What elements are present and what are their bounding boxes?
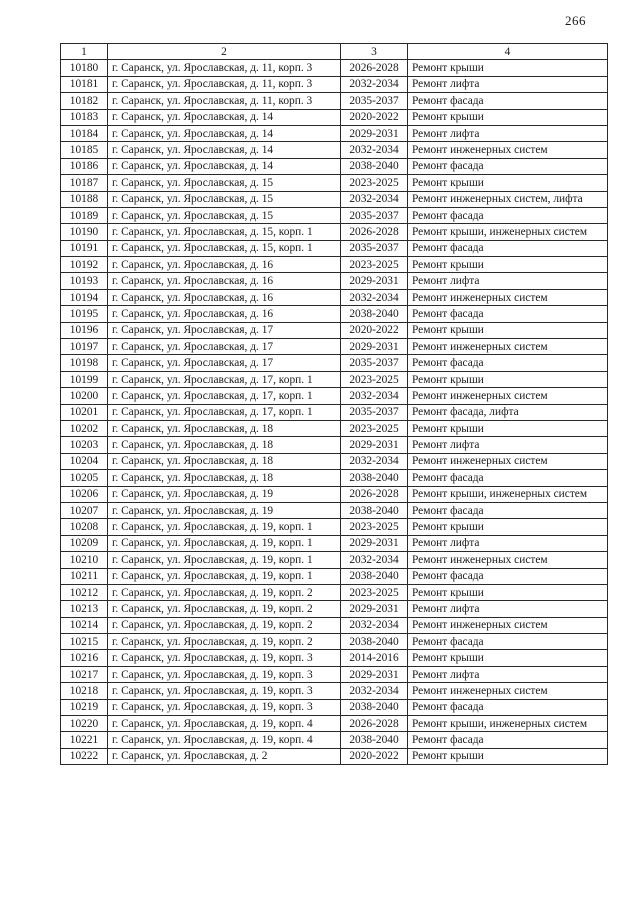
table-row	[61, 601, 608, 617]
cell-work-type: Ремонт инженерных систем	[408, 289, 608, 305]
table-row	[61, 748, 608, 764]
cell-number: 10194	[61, 289, 108, 305]
cell-address: г. Саранск, ул. Ярославская, д. 19, корп. 3	[108, 683, 341, 699]
cell-period: 2038-2040	[341, 158, 408, 174]
cell-period: 2026-2028	[341, 716, 408, 732]
cell-address: г. Саранск, ул. Ярославская, д. 19	[108, 502, 341, 518]
cell-work-type: Ремонт фасада, лифта	[408, 404, 608, 420]
cell-work-type: Ремонт инженерных систем	[408, 142, 608, 158]
cell-period: 2023-2025	[341, 420, 408, 436]
cell-number: 10202	[61, 420, 108, 436]
cell-work-type: Ремонт лифта	[408, 601, 608, 617]
table-row	[61, 486, 608, 502]
cell-address: г. Саранск, ул. Ярославская, д. 17	[108, 339, 341, 355]
table-header-row	[61, 44, 608, 60]
cell-number: 10187	[61, 175, 108, 191]
cell-address: г. Саранск, ул. Ярославская, д. 17	[108, 322, 341, 338]
table-row	[61, 683, 608, 699]
column-header-period: 3	[341, 44, 408, 60]
cell-work-type: Ремонт фасада	[408, 470, 608, 486]
cell-number: 10199	[61, 371, 108, 387]
cell-period: 2032-2034	[341, 289, 408, 305]
cell-address: г. Саранск, ул. Ярославская, д. 16	[108, 306, 341, 322]
cell-number: 10185	[61, 142, 108, 158]
cell-number: 10186	[61, 158, 108, 174]
cell-address: г. Саранск, ул. Ярославская, д. 19, корп. 4	[108, 732, 341, 748]
table-body	[61, 60, 608, 765]
cell-work-type: Ремонт фасада	[408, 93, 608, 109]
cell-work-type: Ремонт фасада	[408, 240, 608, 256]
cell-address: г. Саранск, ул. Ярославская, д. 19, корп. 1	[108, 568, 341, 584]
cell-number: 10198	[61, 355, 108, 371]
cell-period: 2035-2037	[341, 207, 408, 223]
table-row	[61, 306, 608, 322]
cell-address: г. Саранск, ул. Ярославская, д. 17, корп. 1	[108, 404, 341, 420]
cell-number: 10211	[61, 568, 108, 584]
cell-address: г. Саранск, ул. Ярославская, д. 19	[108, 486, 341, 502]
table-row	[61, 207, 608, 223]
repair-schedule-table	[60, 43, 608, 765]
cell-period: 2029-2031	[341, 535, 408, 551]
cell-address: г. Саранск, ул. Ярославская, д. 15, корп. 1	[108, 224, 341, 240]
cell-address: г. Саранск, ул. Ярославская, д. 19, корп. 2	[108, 617, 341, 633]
page-number: 266	[565, 13, 586, 28]
cell-number: 10217	[61, 666, 108, 682]
cell-period: 2032-2034	[341, 683, 408, 699]
cell-work-type: Ремонт крыши, инженерных систем	[408, 716, 608, 732]
table-row	[61, 289, 608, 305]
cell-work-type: Ремонт крыши	[408, 109, 608, 125]
cell-period: 2032-2034	[341, 552, 408, 568]
cell-period: 2035-2037	[341, 240, 408, 256]
cell-address: г. Саранск, ул. Ярославская, д. 19, корп. 1	[108, 552, 341, 568]
cell-number: 10182	[61, 93, 108, 109]
cell-period: 2023-2025	[341, 584, 408, 600]
cell-work-type: Ремонт фасада	[408, 158, 608, 174]
cell-number: 10188	[61, 191, 108, 207]
table-row	[61, 437, 608, 453]
table-row	[61, 60, 608, 76]
cell-work-type: Ремонт лифта	[408, 76, 608, 92]
cell-address: г. Саранск, ул. Ярославская, д. 15	[108, 175, 341, 191]
cell-number: 10204	[61, 453, 108, 469]
cell-number: 10210	[61, 552, 108, 568]
cell-number: 10220	[61, 716, 108, 732]
cell-number: 10190	[61, 224, 108, 240]
cell-address: г. Саранск, ул. Ярославская, д. 19, корп. 2	[108, 634, 341, 650]
table-row	[61, 257, 608, 273]
cell-work-type: Ремонт лифта	[408, 125, 608, 141]
cell-address: г. Саранск, ул. Ярославская, д. 19, корп. 1	[108, 535, 341, 551]
table-row	[61, 125, 608, 141]
cell-period: 2026-2028	[341, 60, 408, 76]
cell-period: 2023-2025	[341, 175, 408, 191]
cell-period: 2029-2031	[341, 125, 408, 141]
cell-work-type: Ремонт фасада	[408, 699, 608, 715]
cell-work-type: Ремонт инженерных систем	[408, 453, 608, 469]
table-row	[61, 666, 608, 682]
table-row	[61, 404, 608, 420]
table-row	[61, 552, 608, 568]
cell-period: 2029-2031	[341, 601, 408, 617]
table-row	[61, 535, 608, 551]
cell-period: 2023-2025	[341, 371, 408, 387]
table-row	[61, 93, 608, 109]
cell-number: 10218	[61, 683, 108, 699]
cell-work-type: Ремонт лифта	[408, 437, 608, 453]
cell-number: 10197	[61, 339, 108, 355]
cell-address: г. Саранск, ул. Ярославская, д. 14	[108, 109, 341, 125]
cell-number: 10219	[61, 699, 108, 715]
cell-work-type: Ремонт фасада	[408, 502, 608, 518]
cell-period: 2020-2022	[341, 109, 408, 125]
cell-number: 10215	[61, 634, 108, 650]
cell-period: 2023-2025	[341, 519, 408, 535]
cell-number: 10208	[61, 519, 108, 535]
cell-work-type: Ремонт лифта	[408, 273, 608, 289]
cell-work-type: Ремонт крыши	[408, 420, 608, 436]
cell-address: г. Саранск, ул. Ярославская, д. 18	[108, 437, 341, 453]
table-row	[61, 76, 608, 92]
cell-period: 2014-2016	[341, 650, 408, 666]
cell-address: г. Саранск, ул. Ярославская, д. 18	[108, 453, 341, 469]
table-row	[61, 240, 608, 256]
cell-address: г. Саранск, ул. Ярославская, д. 16	[108, 289, 341, 305]
cell-work-type: Ремонт фасада	[408, 634, 608, 650]
cell-work-type: Ремонт фасада	[408, 207, 608, 223]
cell-work-type: Ремонт фасада	[408, 568, 608, 584]
table-row	[61, 224, 608, 240]
cell-address: г. Саранск, ул. Ярославская, д. 15	[108, 207, 341, 223]
cell-period: 2038-2040	[341, 470, 408, 486]
cell-work-type: Ремонт крыши, инженерных систем	[408, 224, 608, 240]
cell-address: г. Саранск, ул. Ярославская, д. 14	[108, 142, 341, 158]
cell-address: г. Саранск, ул. Ярославская, д. 19, корп. 4	[108, 716, 341, 732]
cell-address: г. Саранск, ул. Ярославская, д. 19, корп. 1	[108, 519, 341, 535]
cell-period: 2029-2031	[341, 273, 408, 289]
table-row	[61, 502, 608, 518]
cell-period: 2026-2028	[341, 486, 408, 502]
cell-number: 10213	[61, 601, 108, 617]
cell-period: 2023-2025	[341, 257, 408, 273]
cell-address: г. Саранск, ул. Ярославская, д. 11, корп. 3	[108, 76, 341, 92]
cell-number: 10216	[61, 650, 108, 666]
cell-number: 10212	[61, 584, 108, 600]
cell-period: 2026-2028	[341, 224, 408, 240]
cell-number: 10180	[61, 60, 108, 76]
table-row	[61, 388, 608, 404]
cell-work-type: Ремонт инженерных систем	[408, 388, 608, 404]
table-row	[61, 371, 608, 387]
cell-address: г. Саранск, ул. Ярославская, д. 15, корп. 1	[108, 240, 341, 256]
cell-number: 10193	[61, 273, 108, 289]
cell-number: 10201	[61, 404, 108, 420]
table-row	[61, 568, 608, 584]
table-row	[61, 109, 608, 125]
cell-work-type: Ремонт инженерных систем	[408, 552, 608, 568]
cell-period: 2038-2040	[341, 502, 408, 518]
cell-address: г. Саранск, ул. Ярославская, д. 11, корп. 3	[108, 60, 341, 76]
cell-work-type: Ремонт фасада	[408, 732, 608, 748]
table-row	[61, 175, 608, 191]
cell-address: г. Саранск, ул. Ярославская, д. 19, корп. 3	[108, 666, 341, 682]
cell-number: 10206	[61, 486, 108, 502]
table-row	[61, 191, 608, 207]
cell-period: 2032-2034	[341, 142, 408, 158]
cell-work-type: Ремонт крыши, инженерных систем	[408, 486, 608, 502]
cell-address: г. Саранск, ул. Ярославская, д. 14	[108, 125, 341, 141]
cell-address: г. Саранск, ул. Ярославская, д. 17	[108, 355, 341, 371]
cell-work-type: Ремонт крыши	[408, 748, 608, 764]
cell-period: 2020-2022	[341, 748, 408, 764]
table-row	[61, 470, 608, 486]
cell-number: 10191	[61, 240, 108, 256]
table-row	[61, 355, 608, 371]
cell-number: 10205	[61, 470, 108, 486]
cell-period: 2038-2040	[341, 568, 408, 584]
cell-number: 10195	[61, 306, 108, 322]
cell-period: 2038-2040	[341, 306, 408, 322]
cell-period: 2020-2022	[341, 322, 408, 338]
cell-work-type: Ремонт крыши	[408, 650, 608, 666]
cell-address: г. Саранск, ул. Ярославская, д. 11, корп. 3	[108, 93, 341, 109]
cell-number: 10222	[61, 748, 108, 764]
cell-period: 2032-2034	[341, 191, 408, 207]
cell-work-type: Ремонт инженерных систем, лифта	[408, 191, 608, 207]
cell-work-type: Ремонт крыши	[408, 519, 608, 535]
table-row	[61, 650, 608, 666]
cell-work-type: Ремонт инженерных систем	[408, 683, 608, 699]
column-header-work-type: 4	[408, 44, 608, 60]
cell-address: г. Саранск, ул. Ярославская, д. 18	[108, 420, 341, 436]
cell-work-type: Ремонт крыши	[408, 322, 608, 338]
table-row	[61, 617, 608, 633]
cell-address: г. Саранск, ул. Ярославская, д. 16	[108, 257, 341, 273]
cell-number: 10214	[61, 617, 108, 633]
cell-number: 10184	[61, 125, 108, 141]
cell-address: г. Саранск, ул. Ярославская, д. 18	[108, 470, 341, 486]
table-row	[61, 732, 608, 748]
cell-number: 10207	[61, 502, 108, 518]
table-row	[61, 716, 608, 732]
cell-work-type: Ремонт крыши	[408, 371, 608, 387]
cell-period: 2035-2037	[341, 404, 408, 420]
cell-number: 10221	[61, 732, 108, 748]
cell-work-type: Ремонт фасада	[408, 306, 608, 322]
cell-address: г. Саранск, ул. Ярославская, д. 14	[108, 158, 341, 174]
table-row	[61, 158, 608, 174]
cell-address: г. Саранск, ул. Ярославская, д. 15	[108, 191, 341, 207]
cell-period: 2035-2037	[341, 355, 408, 371]
cell-period: 2029-2031	[341, 666, 408, 682]
cell-address: г. Саранск, ул. Ярославская, д. 17, корп. 1	[108, 388, 341, 404]
cell-period: 2029-2031	[341, 437, 408, 453]
column-header-number: 1	[61, 44, 108, 60]
cell-work-type: Ремонт крыши	[408, 257, 608, 273]
cell-address: г. Саранск, ул. Ярославская, д. 17, корп. 1	[108, 371, 341, 387]
cell-work-type: Ремонт лифта	[408, 535, 608, 551]
cell-number: 10200	[61, 388, 108, 404]
cell-number: 10183	[61, 109, 108, 125]
cell-number: 10181	[61, 76, 108, 92]
table-row	[61, 584, 608, 600]
cell-work-type: Ремонт крыши	[408, 584, 608, 600]
cell-work-type: Ремонт крыши	[408, 175, 608, 191]
cell-period: 2035-2037	[341, 93, 408, 109]
cell-address: г. Саранск, ул. Ярославская, д. 19, корп. 3	[108, 699, 341, 715]
cell-period: 2029-2031	[341, 339, 408, 355]
cell-number: 10196	[61, 322, 108, 338]
cell-number: 10209	[61, 535, 108, 551]
cell-period: 2032-2034	[341, 453, 408, 469]
cell-period: 2032-2034	[341, 76, 408, 92]
cell-period: 2032-2034	[341, 388, 408, 404]
table-row	[61, 420, 608, 436]
table-row	[61, 699, 608, 715]
cell-address: г. Саранск, ул. Ярославская, д. 19, корп. 3	[108, 650, 341, 666]
cell-address: г. Саранск, ул. Ярославская, д. 19, корп. 2	[108, 584, 341, 600]
cell-work-type: Ремонт крыши	[408, 60, 608, 76]
cell-number: 10189	[61, 207, 108, 223]
cell-period: 2038-2040	[341, 634, 408, 650]
cell-number: 10203	[61, 437, 108, 453]
cell-work-type: Ремонт инженерных систем	[408, 339, 608, 355]
cell-period: 2032-2034	[341, 617, 408, 633]
cell-period: 2038-2040	[341, 732, 408, 748]
table-row	[61, 519, 608, 535]
cell-number: 10192	[61, 257, 108, 273]
table-row	[61, 453, 608, 469]
column-header-address: 2	[108, 44, 341, 60]
table-row	[61, 142, 608, 158]
cell-work-type: Ремонт лифта	[408, 666, 608, 682]
cell-work-type: Ремонт фасада	[408, 355, 608, 371]
cell-address: г. Саранск, ул. Ярославская, д. 2	[108, 748, 341, 764]
cell-address: г. Саранск, ул. Ярославская, д. 19, корп. 2	[108, 601, 341, 617]
table-row	[61, 273, 608, 289]
cell-work-type: Ремонт инженерных систем	[408, 617, 608, 633]
cell-address: г. Саранск, ул. Ярославская, д. 16	[108, 273, 341, 289]
table-row	[61, 634, 608, 650]
table-row	[61, 339, 608, 355]
cell-period: 2038-2040	[341, 699, 408, 715]
table-row	[61, 322, 608, 338]
